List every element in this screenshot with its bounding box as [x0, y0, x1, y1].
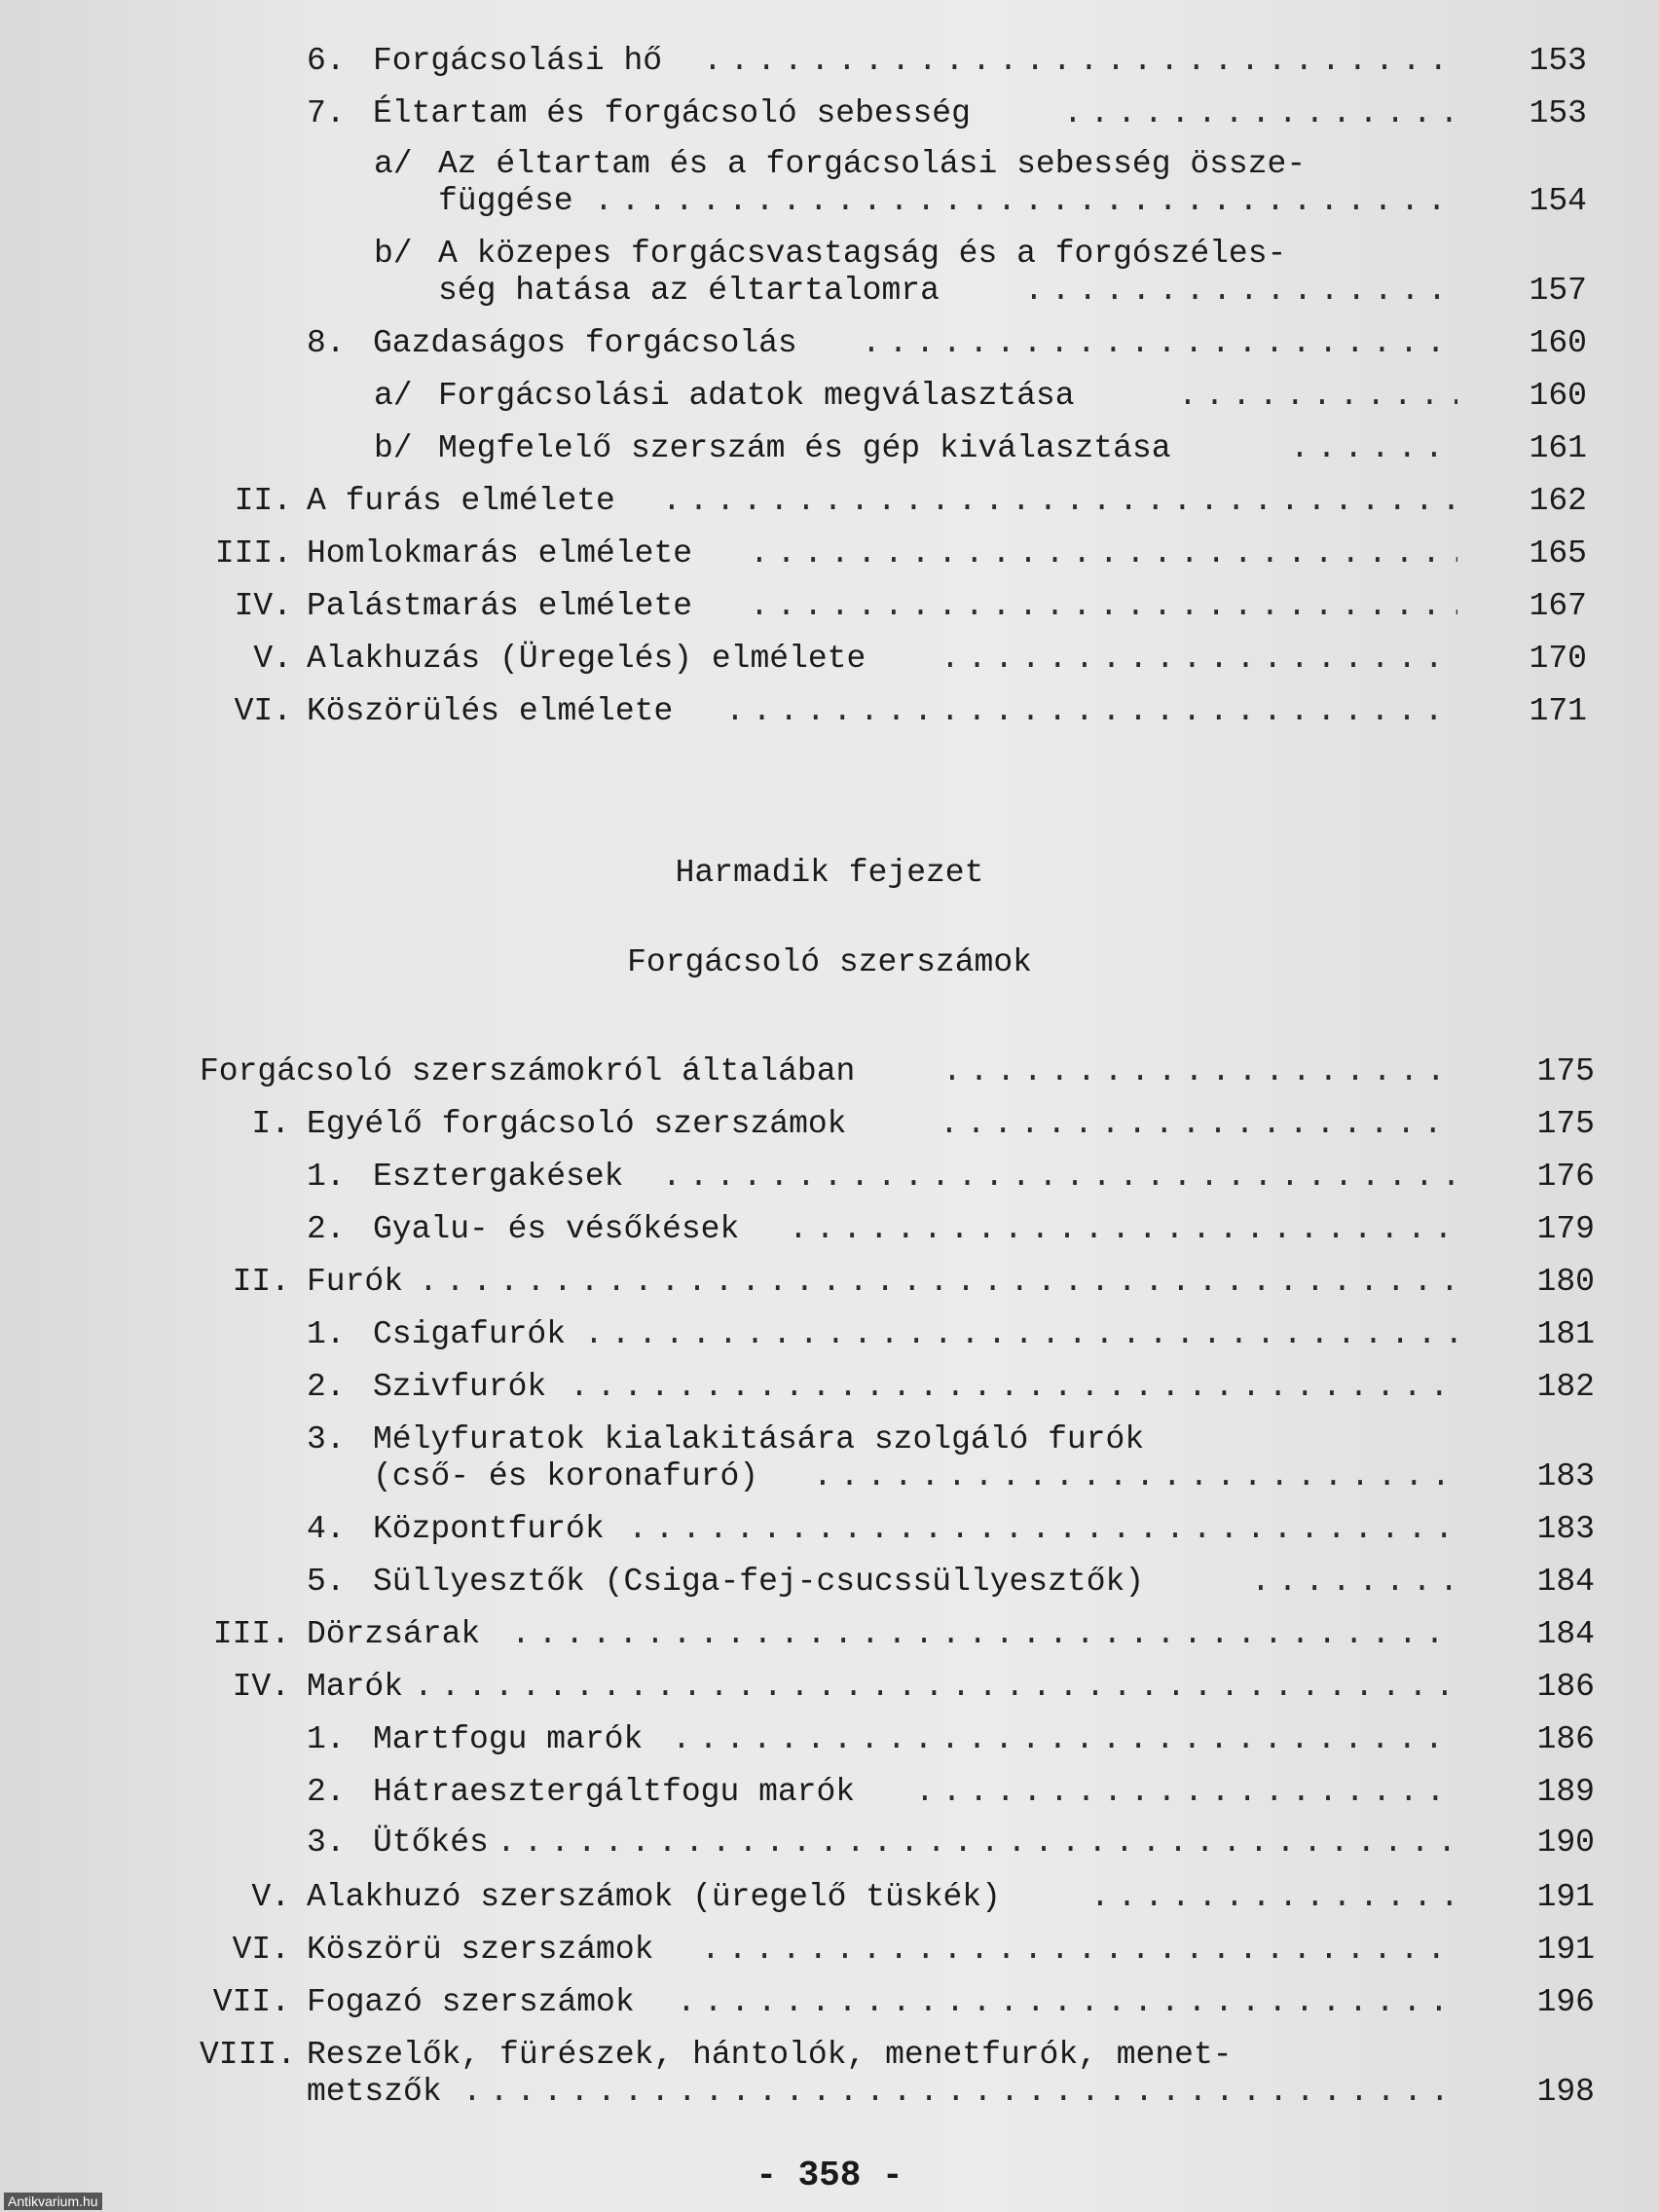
entry-title-continued: (cső- és koronafuró) [373, 1458, 759, 1494]
toc-entry [0, 1665, 1659, 1710]
toc-entry [0, 1050, 1659, 1094]
entry-number: VII. [212, 1984, 290, 2020]
entry-title: Marók [307, 1669, 404, 1705]
leader-dots [813, 1455, 1457, 1499]
toc-entry [0, 1365, 1659, 1410]
entry-page: 183 [1536, 1458, 1595, 1494]
entry-title: Fogazó szerszámok [307, 1984, 635, 2020]
leader-dots [750, 584, 1457, 629]
leader-dots [750, 532, 1457, 576]
entry-title: Ütőkés [373, 1825, 489, 1861]
entry-number: 2. [307, 1211, 346, 1247]
entry-title-continued: ség hatása az éltartalomra [438, 273, 940, 309]
entry-title: Köszörü szerszámok [307, 1932, 654, 1968]
toc-entry-continued [0, 269, 1659, 313]
entry-page: 184 [1536, 1564, 1595, 1600]
entry-title: Palástmarás elmélete [307, 588, 693, 624]
entry-page: 170 [1529, 641, 1587, 677]
leader-dots [462, 2070, 1457, 2115]
toc-entry [0, 92, 1659, 136]
toc-entry [0, 1928, 1659, 1972]
entry-number: III. [214, 535, 292, 571]
entry-title: Dörzsárak [307, 1616, 481, 1652]
toc-entry [0, 1612, 1659, 1657]
entry-page: 153 [1529, 95, 1587, 131]
toc-entry [0, 1717, 1659, 1762]
leader-dots [419, 1260, 1457, 1305]
leader-dots [628, 1507, 1457, 1552]
leader-dots [662, 479, 1457, 524]
leader-dots [1290, 426, 1457, 471]
entry-number: V. [251, 1879, 290, 1915]
entry-number: 3. [307, 1825, 346, 1861]
entry-title: Hátraesztergáltfogu marók [373, 1774, 856, 1810]
entry-number: 2. [307, 1774, 346, 1810]
entry-number: 8. [307, 325, 346, 361]
entry-number: 3. [307, 1421, 346, 1457]
toc-entry [0, 479, 1659, 524]
toc-entry [0, 1980, 1659, 2025]
entry-page: 175 [1536, 1053, 1595, 1089]
leader-dots [414, 1665, 1457, 1710]
leader-dots [677, 1980, 1457, 2025]
leader-dots [1090, 1875, 1457, 1920]
entry-page: 184 [1536, 1616, 1595, 1652]
toc-entry [0, 39, 1659, 84]
entry-number: II. [232, 1264, 290, 1300]
toc-entry [0, 532, 1659, 576]
leader-dots [915, 1770, 1457, 1815]
entry-page: 171 [1529, 693, 1587, 729]
leader-dots [703, 39, 1457, 84]
entry-page: 186 [1536, 1669, 1595, 1705]
leader-dots [584, 1312, 1457, 1357]
entry-title: Köszörülés elmélete [307, 693, 674, 729]
toc-entry [0, 1770, 1659, 1815]
page-number: - 358 - [756, 2156, 903, 2195]
leader-dots [497, 1821, 1457, 1865]
toc-entry-continued [0, 179, 1659, 224]
entry-number: V. [253, 641, 292, 677]
leader-dots [940, 637, 1457, 682]
entry-title: Forgácsolási adatok megválasztása [438, 378, 1075, 414]
leader-dots [1251, 1560, 1457, 1604]
entry-title-continued: függése [438, 183, 573, 219]
entry-title: Alakhuzó szerszámok (üregelő tüskék) [307, 1879, 1001, 1915]
entry-number: b/ [374, 236, 413, 272]
entry-number: IV. [232, 1669, 290, 1705]
entry-title: Reszelők, fürészek, hántolók, menetfurók, menet- [307, 2037, 1233, 2073]
leader-dots [1063, 92, 1457, 136]
entry-title: Süllyesztők (Csiga-fej-csucssüllyesztők) [373, 1564, 1145, 1600]
entry-number: a/ [374, 378, 413, 414]
entry-number: 4. [307, 1511, 346, 1547]
entry-number: VI. [232, 1932, 290, 1968]
entry-page: 161 [1529, 430, 1587, 466]
entry-number: 5. [307, 1564, 346, 1600]
toc-entry [0, 689, 1659, 734]
entry-number: a/ [374, 146, 413, 182]
toc-entry [0, 426, 1659, 471]
entry-number: b/ [374, 430, 413, 466]
entry-page: 191 [1536, 1879, 1595, 1915]
entry-page: 162 [1529, 483, 1587, 519]
toc-entry [0, 1821, 1659, 1865]
entry-page: 153 [1529, 43, 1587, 79]
entry-page: 157 [1529, 273, 1587, 309]
toc-entry [0, 1155, 1659, 1199]
entry-number: VI. [234, 693, 292, 729]
leader-dots [725, 689, 1457, 734]
entry-title: Martfogu marók [373, 1721, 644, 1757]
leader-dots [940, 1102, 1457, 1147]
entry-number: 7. [307, 95, 346, 131]
toc-entry [0, 584, 1659, 629]
leader-dots [789, 1207, 1457, 1252]
entry-title: Homlokmarás elmélete [307, 535, 693, 571]
entry-title: Egyélő forgácsoló szerszámok [307, 1106, 847, 1142]
entry-page: 191 [1536, 1932, 1595, 1968]
entry-number: IV. [234, 588, 292, 624]
entry-title: Az éltartam és a forgácsolási sebesség össze- [438, 146, 1307, 182]
entry-page: 182 [1536, 1369, 1595, 1405]
entry-page: 196 [1536, 1984, 1595, 2020]
toc-entry-continued [0, 2070, 1659, 2115]
entry-number: 1. [307, 1159, 346, 1195]
entry-page: 160 [1529, 378, 1587, 414]
entry-title: Mélyfuratok kialakitására szolgáló furók [373, 1421, 1145, 1457]
entry-page: 167 [1529, 588, 1587, 624]
toc-entry-continued [0, 1455, 1659, 1499]
entry-title: Csigafurók [373, 1316, 567, 1352]
entry-number: 6. [307, 43, 346, 79]
entry-page: 175 [1536, 1106, 1595, 1142]
entry-number: 1. [307, 1721, 346, 1757]
entry-title: A furás elmélete [307, 483, 615, 519]
leader-dots [662, 1155, 1457, 1199]
entry-title: Alakhuzás (Üregelés) elmélete [307, 641, 866, 677]
chapter-title: Forgácsoló szerszámok [627, 944, 1032, 980]
toc-entry [0, 1560, 1659, 1604]
toc-entry [0, 1207, 1659, 1252]
toc-entry [0, 1102, 1659, 1147]
entry-page: 160 [1529, 325, 1587, 361]
toc-entry [0, 1312, 1659, 1357]
leader-dots [672, 1717, 1457, 1762]
entry-title: Éltartam és forgácsoló sebesség [373, 95, 971, 131]
entry-page: 189 [1536, 1774, 1595, 1810]
entry-page: 179 [1536, 1211, 1595, 1247]
entry-title: Forgácsolási hő [373, 43, 663, 79]
entry-title: Gyalu- és vésőkések [373, 1211, 740, 1247]
entry-number: VIII. [200, 2037, 297, 2073]
leader-dots [594, 179, 1457, 224]
entry-title: Szivfurók [373, 1369, 547, 1405]
entry-title: Esztergakések [373, 1159, 624, 1195]
entry-title: Forgácsoló szerszámokról általában [200, 1053, 856, 1089]
leader-dots [511, 1612, 1457, 1657]
entry-page: 165 [1529, 535, 1587, 571]
entry-page: 176 [1536, 1159, 1595, 1195]
entry-number: 1. [307, 1316, 346, 1352]
toc-entry [0, 1260, 1659, 1305]
leader-dots [862, 321, 1457, 366]
toc-entry [0, 1507, 1659, 1552]
chapter-label: Harmadik fejezet [675, 855, 984, 891]
entry-page: 181 [1536, 1316, 1595, 1352]
entry-page: 186 [1536, 1721, 1595, 1757]
entry-number: I. [251, 1106, 290, 1142]
toc-entry [0, 637, 1659, 682]
entry-title: A közepes forgácsvastagság és a forgószéles- [438, 236, 1287, 272]
toc-entry [0, 1875, 1659, 1920]
entry-title-continued: metszők [307, 2074, 442, 2110]
leader-dots [1178, 374, 1457, 419]
entry-title: Furók [307, 1264, 404, 1300]
entry-page: 183 [1536, 1511, 1595, 1547]
leader-dots [570, 1365, 1457, 1410]
leader-dots [1024, 269, 1457, 313]
entry-title: Megfelelő szerszám és gép kiválasztása [438, 430, 1171, 466]
toc-entry [0, 321, 1659, 366]
toc-entry [0, 374, 1659, 419]
entry-page: 198 [1536, 2074, 1595, 2110]
entry-page: 154 [1529, 183, 1587, 219]
entry-title: Gazdaságos forgácsolás [373, 325, 797, 361]
entry-title: Központfurók [373, 1511, 605, 1547]
watermark: Antikvarium.hu [4, 2193, 102, 2210]
entry-number: III. [212, 1616, 290, 1652]
entry-number: II. [234, 483, 292, 519]
leader-dots [701, 1928, 1457, 1972]
leader-dots [942, 1050, 1457, 1094]
entry-page: 190 [1536, 1825, 1595, 1861]
entry-page: 180 [1536, 1264, 1595, 1300]
entry-number: 2. [307, 1369, 346, 1405]
